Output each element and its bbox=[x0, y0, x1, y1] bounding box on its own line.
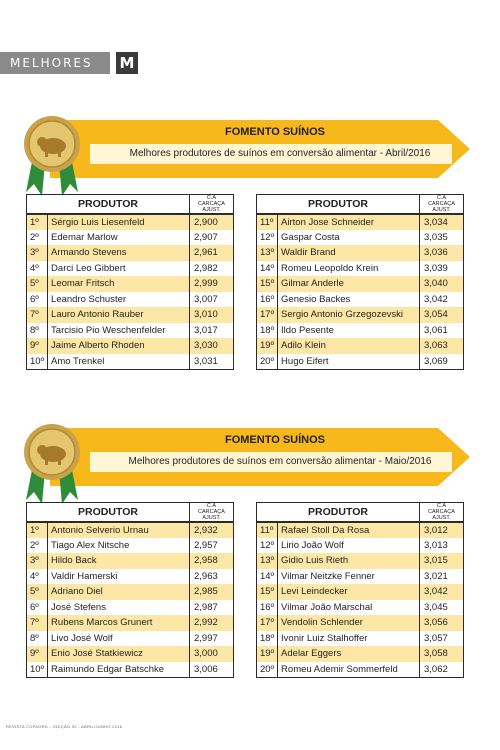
producer-name-cell: Vilmar Neitzke Fenner bbox=[278, 569, 420, 585]
producer-name-cell: Hildo Back bbox=[48, 553, 190, 569]
producer-name-cell: José Stefens bbox=[48, 600, 190, 616]
table-subtitle: Melhores produtores de suínos em conversão alimentar - Maio/2016 bbox=[128, 456, 432, 467]
rank-cell: 18º bbox=[257, 631, 278, 647]
ca-value-cell: 3,056 bbox=[420, 615, 464, 631]
producer-name-cell: Genesio Backes bbox=[278, 292, 420, 308]
rank-cell: 16º bbox=[257, 600, 278, 616]
rank-cell: 1º bbox=[27, 214, 48, 230]
table-row bbox=[27, 292, 234, 308]
producer-name-cell: Gidio Luis Rieth bbox=[278, 553, 420, 569]
table-row bbox=[257, 276, 464, 292]
rank-cell: 8º bbox=[27, 631, 48, 647]
rank-cell: 11º bbox=[257, 522, 278, 538]
producer-name-cell: Adelar Eggers bbox=[278, 646, 420, 662]
ca-value-cell: 3,017 bbox=[190, 323, 234, 339]
rank-cell: 12º bbox=[257, 230, 278, 246]
table-row bbox=[27, 553, 234, 569]
rank-cell: 14º bbox=[257, 261, 278, 277]
rank-cell: 10º bbox=[27, 354, 48, 370]
ca-value-cell: 3,042 bbox=[420, 584, 464, 600]
table-row bbox=[257, 631, 464, 647]
producer-name-cell: Amo Trenkel bbox=[48, 354, 190, 370]
ranking-table-left bbox=[26, 194, 234, 370]
producer-name-cell: Rafael Stoll Da Rosa bbox=[278, 522, 420, 538]
rank-cell: 16º bbox=[257, 292, 278, 308]
ca-value-cell: 3,035 bbox=[420, 230, 464, 246]
ca-value-cell: 3,021 bbox=[420, 569, 464, 585]
ca-value-cell: 3,063 bbox=[420, 338, 464, 354]
ca-value-cell: 3,031 bbox=[190, 354, 234, 370]
producer-name-cell: Lirio João Wolf bbox=[278, 538, 420, 554]
producer-name-cell: Rubens Marcos Grunert bbox=[48, 615, 190, 631]
rank-cell: 14º bbox=[257, 569, 278, 585]
table-row bbox=[27, 338, 234, 354]
rank-cell: 13º bbox=[257, 245, 278, 261]
table-row bbox=[27, 354, 234, 370]
producer-name-cell: Sergio Antonio Grzegozevski bbox=[278, 307, 420, 323]
rank-cell: 13º bbox=[257, 553, 278, 569]
ranking-block-april bbox=[20, 120, 480, 390]
section-header bbox=[0, 52, 138, 74]
producer-name-cell: Darci Leo Gibbert bbox=[48, 261, 190, 277]
ca-header: C.A CARCAÇA AJUST. bbox=[420, 195, 464, 215]
producer-name-cell: Adilo Klein bbox=[278, 338, 420, 354]
table-row bbox=[27, 323, 234, 339]
producer-name-cell: Lauro Antonio Rauber bbox=[48, 307, 190, 323]
producer-name-cell: Adriano Diel bbox=[48, 584, 190, 600]
rank-cell: 7º bbox=[27, 615, 48, 631]
producer-header: PRODUTOR bbox=[257, 195, 420, 215]
ca-value-cell: 3,010 bbox=[190, 307, 234, 323]
rank-cell: 3º bbox=[27, 245, 48, 261]
producer-name-cell: Ivonir Luiz Stalhoffer bbox=[278, 631, 420, 647]
section-label: MELHORES bbox=[0, 52, 110, 74]
producer-name-cell: Antonio Selverio Urnau bbox=[48, 522, 190, 538]
ca-value-cell: 2,963 bbox=[190, 569, 234, 585]
producer-name-cell: Hugo Eifert bbox=[278, 354, 420, 370]
table-row bbox=[27, 307, 234, 323]
producer-name-cell: Leandro Schuster bbox=[48, 292, 190, 308]
ca-value-cell: 3,030 bbox=[190, 338, 234, 354]
ca-header: C.A CARCAÇA AJUST. bbox=[420, 503, 464, 523]
rank-cell: 10º bbox=[27, 662, 48, 678]
rank-cell: 9º bbox=[27, 646, 48, 662]
producer-name-cell: Leomar Fritsch bbox=[48, 276, 190, 292]
ca-value-cell: 3,039 bbox=[420, 261, 464, 277]
table-row bbox=[257, 214, 464, 230]
rank-cell: 5º bbox=[27, 276, 48, 292]
rank-cell: 5º bbox=[27, 584, 48, 600]
pig-medal-icon bbox=[20, 112, 84, 198]
table-row bbox=[257, 522, 464, 538]
ca-value-cell: 3,057 bbox=[420, 631, 464, 647]
table-row bbox=[257, 538, 464, 554]
ca-value-cell: 3,012 bbox=[420, 522, 464, 538]
ca-value-cell: 2,900 bbox=[190, 214, 234, 230]
ca-value-cell: 2,961 bbox=[190, 245, 234, 261]
table-row bbox=[257, 615, 464, 631]
rank-cell: 4º bbox=[27, 261, 48, 277]
ca-value-cell: 3,006 bbox=[190, 662, 234, 678]
ca-value-cell: 3,000 bbox=[190, 646, 234, 662]
table-row bbox=[257, 261, 464, 277]
ranking-table-right bbox=[256, 194, 464, 370]
ca-value-cell: 2,992 bbox=[190, 615, 234, 631]
producer-name-cell: Valdir Hamerski bbox=[48, 569, 190, 585]
table-title: FOMENTO SUÍNOS bbox=[224, 434, 326, 446]
table-row bbox=[257, 553, 464, 569]
ca-value-cell: 3,045 bbox=[420, 600, 464, 616]
table-row bbox=[257, 307, 464, 323]
ca-value-cell: 2,958 bbox=[190, 553, 234, 569]
table-row bbox=[257, 569, 464, 585]
rank-cell: 2º bbox=[27, 230, 48, 246]
table-row bbox=[257, 662, 464, 678]
rank-cell: 15º bbox=[257, 276, 278, 292]
rank-cell: 17º bbox=[257, 307, 278, 323]
rank-cell: 19º bbox=[257, 338, 278, 354]
ca-value-cell: 3,013 bbox=[420, 538, 464, 554]
producer-name-cell: Livo José Wolf bbox=[48, 631, 190, 647]
rank-cell: 20º bbox=[257, 662, 278, 678]
table-row bbox=[27, 538, 234, 554]
ca-value-cell: 2,997 bbox=[190, 631, 234, 647]
table-row bbox=[257, 354, 464, 370]
rank-cell: 6º bbox=[27, 600, 48, 616]
producer-name-cell: Edemar Marlow bbox=[48, 230, 190, 246]
ca-value-cell: 3,036 bbox=[420, 245, 464, 261]
ca-value-cell: 2,982 bbox=[190, 261, 234, 277]
magazine-logo: M bbox=[116, 52, 138, 74]
table-row bbox=[257, 584, 464, 600]
ca-value-cell: 2,985 bbox=[190, 584, 234, 600]
rank-cell: 1º bbox=[27, 522, 48, 538]
ranking-table-left bbox=[26, 502, 234, 678]
table-row bbox=[27, 631, 234, 647]
table-row bbox=[27, 646, 234, 662]
table-row bbox=[27, 569, 234, 585]
producer-name-cell: Raimundo Edgar Batschke bbox=[48, 662, 190, 678]
producer-name-cell: Romeu Ademir Sommerfeld bbox=[278, 662, 420, 678]
table-row bbox=[257, 646, 464, 662]
producer-name-cell: Ildo Pesente bbox=[278, 323, 420, 339]
table-row bbox=[257, 292, 464, 308]
rank-cell: 15º bbox=[257, 584, 278, 600]
rank-cell: 9º bbox=[27, 338, 48, 354]
ca-value-cell: 2,907 bbox=[190, 230, 234, 246]
producer-name-cell: Airton Jose Schneider bbox=[278, 214, 420, 230]
table-row bbox=[257, 600, 464, 616]
table-row bbox=[257, 323, 464, 339]
producer-name-cell: Waldir Brand bbox=[278, 245, 420, 261]
producer-name-cell: Romeu Leopoldo Krein bbox=[278, 261, 420, 277]
table-row bbox=[257, 230, 464, 246]
table-row bbox=[27, 662, 234, 678]
table-row bbox=[27, 214, 234, 230]
producer-header: PRODUTOR bbox=[27, 195, 190, 215]
table-row bbox=[27, 261, 234, 277]
producer-name-cell: Jaime Alberto Rhoden bbox=[48, 338, 190, 354]
ca-value-cell: 2,987 bbox=[190, 600, 234, 616]
table-title: FOMENTO SUÍNOS bbox=[224, 126, 326, 138]
ranking-block-may bbox=[20, 428, 480, 698]
table-row bbox=[27, 245, 234, 261]
page-footer: REVISTA COPAGRIL - EDIÇÃO 92 - ABRIL/JUNHO 2016 bbox=[6, 724, 123, 729]
ranking-table-right bbox=[256, 502, 464, 678]
producer-name-cell: Vilmar João Marschal bbox=[278, 600, 420, 616]
ca-value-cell: 2,957 bbox=[190, 538, 234, 554]
title-banner bbox=[50, 428, 470, 486]
producer-name-cell: Gaspar Costa bbox=[278, 230, 420, 246]
ca-value-cell: 3,054 bbox=[420, 307, 464, 323]
ca-value-cell: 3,007 bbox=[190, 292, 234, 308]
table-row bbox=[257, 338, 464, 354]
producer-name-cell: Tarcisio Pio Weschenfelder bbox=[48, 323, 190, 339]
rank-cell: 6º bbox=[27, 292, 48, 308]
rank-cell: 2º bbox=[27, 538, 48, 554]
producer-name-cell: Armando Stevens bbox=[48, 245, 190, 261]
table-subtitle: Melhores produtores de suínos em conversão alimentar - Abril/2016 bbox=[129, 148, 431, 159]
rank-cell: 20º bbox=[257, 354, 278, 370]
table-row bbox=[27, 522, 234, 538]
ca-value-cell: 3,069 bbox=[420, 354, 464, 370]
rank-cell: 11º bbox=[257, 214, 278, 230]
ca-value-cell: 2,999 bbox=[190, 276, 234, 292]
ca-value-cell: 2,932 bbox=[190, 522, 234, 538]
ca-value-cell: 3,061 bbox=[420, 323, 464, 339]
ca-value-cell: 3,015 bbox=[420, 553, 464, 569]
producer-name-cell: Levi Leindecker bbox=[278, 584, 420, 600]
producer-name-cell: Tiago Alex Nitsche bbox=[48, 538, 190, 554]
table-row bbox=[27, 584, 234, 600]
title-banner bbox=[50, 120, 470, 178]
ca-value-cell: 3,042 bbox=[420, 292, 464, 308]
table-row bbox=[257, 245, 464, 261]
ca-header: C.A CARCAÇA AJUST. bbox=[190, 195, 234, 215]
ca-value-cell: 3,040 bbox=[420, 276, 464, 292]
producer-name-cell: Sérgio Luis Liesenfeld bbox=[48, 214, 190, 230]
rank-cell: 17º bbox=[257, 615, 278, 631]
ca-value-cell: 3,034 bbox=[420, 214, 464, 230]
ca-header: C.A CARCAÇA AJUST. bbox=[190, 503, 234, 523]
rank-cell: 8º bbox=[27, 323, 48, 339]
producer-name-cell: Gilmar Anderle bbox=[278, 276, 420, 292]
rank-cell: 7º bbox=[27, 307, 48, 323]
table-row bbox=[27, 276, 234, 292]
rank-cell: 4º bbox=[27, 569, 48, 585]
rank-cell: 19º bbox=[257, 646, 278, 662]
producer-header: PRODUTOR bbox=[27, 503, 190, 523]
rank-cell: 18º bbox=[257, 323, 278, 339]
table-row bbox=[27, 600, 234, 616]
pig-medal-icon bbox=[20, 420, 84, 506]
producer-name-cell: Enio José Statkiewicz bbox=[48, 646, 190, 662]
producer-name-cell: Vendolin Schlender bbox=[278, 615, 420, 631]
table-row bbox=[27, 230, 234, 246]
table-row bbox=[27, 615, 234, 631]
producer-header: PRODUTOR bbox=[257, 503, 420, 523]
rank-cell: 3º bbox=[27, 553, 48, 569]
ca-value-cell: 3,062 bbox=[420, 662, 464, 678]
rank-cell: 12º bbox=[257, 538, 278, 554]
ca-value-cell: 3,058 bbox=[420, 646, 464, 662]
